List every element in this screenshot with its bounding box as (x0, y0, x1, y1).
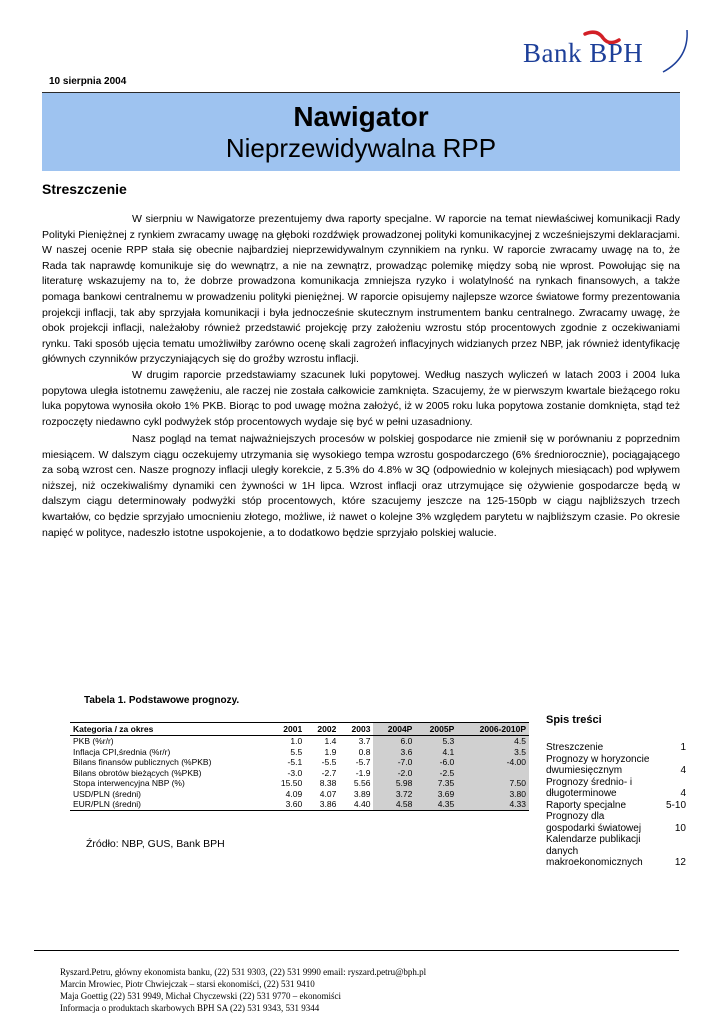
cell: 4.07 (319, 788, 337, 799)
footer-contacts (60, 966, 426, 1014)
toc-item[interactable] (546, 834, 686, 869)
table-row (70, 778, 529, 789)
toc-item[interactable] (546, 800, 686, 812)
cell: -6.0 (415, 757, 457, 768)
cell: 1.0 (290, 736, 303, 747)
cell: 4.09 (285, 788, 303, 799)
cell (457, 768, 529, 779)
summary-paragraph-2: W drugim raporcie przedstawiamy szacunek luki popytowej. Według naszych wyliczeń w latach 2003 i 2004 luka popytowa uległa istotnemu zawężeniu, ale raczej nie została całkowicie zamknięta. Szacujemy, że w pierwszym kwartale bieżącego roku luka popytowa wynosiła około 1% PKB. Biorąc to pod uwagę można założyć, iż w 2005 roku luka popytowa zostanie domknięta, stąd też rozpoczęty niedawno cykl podwyżek stóp procentowych wydaje się być w pełni uzasadniony. (42, 368, 680, 428)
table-row (70, 747, 529, 758)
toc-item-page: 1 (680, 742, 686, 753)
toc-item-page: 12 (674, 857, 686, 868)
table-row (70, 799, 529, 810)
row-label: Bilans finansów publicznych (%PKB) (73, 757, 212, 768)
row-label: Inflacja CPI,średnia (%r/r) (73, 746, 171, 757)
cell: 4.1 (415, 747, 457, 758)
cell: 4.35 (415, 799, 457, 810)
row-label: Bilans obrotów bieżących (%PKB) (73, 767, 202, 778)
footer-line: Informacja o produktach skarbowych BPH SA (22) 531 9343, 531 9344 (60, 1003, 320, 1013)
summary-block-1 (42, 212, 680, 430)
table-of-contents (546, 742, 686, 869)
toc-item-label: Prognozy w horyzoncie dwumiesięcznym (546, 753, 650, 776)
footer-divider (34, 950, 679, 951)
publication-date: 10 sierpnia 2004 (49, 76, 127, 87)
cell: -5.5 (321, 757, 337, 768)
table-header-category: Kategoria / za okres (70, 723, 268, 736)
table-source: Źródło: NBP, GUS, Bank BPH (86, 838, 225, 850)
cell: 3.89 (353, 788, 371, 799)
summary-heading: Streszczenie (42, 181, 127, 197)
table-row (70, 789, 529, 800)
cell: 0.8 (358, 746, 371, 757)
toc-item-label: Prognozy średnio- i długoterminowe (546, 776, 633, 799)
cell: -5.7 (355, 757, 371, 768)
footer-line: Marcin Mrowiec, Piotr Chwiejczak – starsi ekonomiści, (22) 531 9410 (60, 979, 315, 989)
cell: -2.7 (321, 767, 337, 778)
cell: -1.9 (355, 767, 371, 778)
cell: 5.5 (290, 746, 303, 757)
cell: 1.4 (324, 736, 337, 747)
footer-line: Maja Goettig (22) 531 9949, Michał Chyczewski (22) 531 9770 – ekonomiści (60, 991, 341, 1001)
table-header-2006-2010p: 2006-2010P (457, 723, 529, 736)
cell: 3.69 (415, 789, 457, 800)
row-label: Stopa interwencyjna NBP (%) (73, 778, 185, 789)
toc-item[interactable] (546, 754, 686, 777)
summary-block-2 (42, 432, 680, 541)
toc-item-page: 4 (680, 788, 686, 799)
table-row (70, 736, 529, 747)
cell: 5.56 (353, 778, 371, 789)
cell: 5.3 (415, 736, 457, 747)
cell: 3.6 (373, 747, 415, 758)
summary-paragraph-3: Nasz pogląd na temat najważniejszych procesów w polskiej gospodarce nie zmienił się w porównaniu z poprzednim miesiącem. W dalszym ciągu oczekujemy utrzymania się wysokiego tempa wzrostu gospodarczego (6% średniorocznie), pociągającego za sobą wzrost cen. Nasze prognozy inflacji uległy korekcie, z 5.3% do 4.8% w 3Q (odpowiednio w kolejnych miesiącach) pod wpływem niższej, niż oczekiwaliśmy dynamiki cen żywności w 1H lipca. Wzrost inflacji oraz utrzymujące się ożywienie gospodarcze będą w dalszym ciągu determinowały podwyżki stóp procentowych, które szacujemy jeszcze na 125-150pb w ciągu najbliższych trzech kwartałów, co będzie sprzyjało umocnieniu złotego, możliwe, iż nawet o kolejne 3% względem parytetu w najbliższym czasie. Po okresie napięć w polityce, nadeszło istotne uspokojenie, a to dodatkowo będzie sprzyjało polskiej walucie. (42, 433, 680, 539)
toc-item-label: Raporty specjalne (546, 799, 627, 811)
table-header-row (70, 723, 529, 736)
toc-item-page: 4 (680, 765, 686, 776)
cell: -2.5 (415, 768, 457, 779)
forecast-table (70, 722, 529, 811)
cell: 8.38 (319, 778, 337, 789)
toc-item-label: Prognozy dla gospodarki światowej (546, 811, 642, 834)
table-header-2001: 2001 (268, 723, 305, 736)
table-header-2004p: 2004P (373, 723, 415, 736)
cell: -7.0 (373, 757, 415, 768)
table-header-2003: 2003 (339, 723, 373, 736)
title-banner (42, 92, 680, 171)
cell: 6.0 (373, 736, 415, 747)
page-title: Nawigator (293, 101, 429, 132)
cell: 5.98 (373, 778, 415, 789)
cell: 3.86 (305, 799, 339, 810)
cell: 7.35 (415, 778, 457, 789)
cell: -4.00 (457, 757, 529, 768)
row-label: PKB (%r/r) (73, 736, 114, 747)
logo-text: Bank BPH (523, 38, 644, 68)
cell: -2.0 (373, 768, 415, 779)
cell: 3.7 (358, 736, 371, 747)
cell: 4.5 (457, 736, 529, 747)
bank-bph-logo (523, 28, 693, 80)
cell: 3.60 (268, 799, 305, 810)
table-row (70, 757, 529, 768)
cell: 7.50 (457, 778, 529, 789)
cell: 15.50 (280, 778, 303, 789)
toc-item-label: Streszczenie (546, 742, 604, 753)
cell: 3.72 (373, 789, 415, 800)
cell: 3.5 (457, 747, 529, 758)
summary-paragraph-1: W sierpniu w Nawigatorze prezentujemy dwa raporty specjalne. W raporcie na temat niewłaściwej komunikacji Rady Polityki Pieniężnej z rynkiem zwracamy uwagę na głęboki rozdźwięk prowadzonej polityki komunikacyjnej z wcześniejszymi deklaracjami. W naszej ocenie RPP stała się obecnie najbardziej nieprzewidywalnym czynnikiem na rynku. W raporcie zwracamy uwagę na to, że Rada tak naprawdę komunikuje się do wewnątrz, a nie na zewnątrz, prowadząc polemikę między sobą nie wprost. Powołując się na literaturę wskazujemy na to, że dobrze prowadzona komunikacja zmniejsza ryzyko i wolatylność na rynkach finansowych, a także pomaga bankowi centralnemu w prowadzeniu polityki pieniężnej. W raporcie opisujemy najlepsze wzorce światowe formy prezentowania projekcji inflacji, tak aby sprzyjała komunikacji i była jednocześnie skutecznym instrumentem banku centralnego. Zwracamy uwagę, że obok projekcji inflacji, należałoby również przedstawić projekcję przy założeniu wzrostu stóp procentowych zgodnie z oczekiwaniami rynku. Taki sposób ujęcia tematu umożliwiłby zarówno ocenę skali zagrożeń inflacyjnych widzianych przez NBP, jak również identyfikację głównych czynników przyczyniających się do groźby wzrostu inflacji. (42, 213, 680, 366)
cell: 1.9 (324, 746, 337, 757)
toc-item-page: 10 (674, 822, 686, 834)
toc-heading: Spis treści (546, 714, 602, 726)
cell: 4.40 (339, 799, 373, 810)
toc-item[interactable] (546, 777, 686, 800)
toc-item-label: Kalendarze publikacji danych makroekonomicznych (546, 834, 643, 868)
table-caption: Tabela 1. Podstawowe prognozy. (84, 695, 240, 706)
cell: -3.0 (287, 767, 303, 778)
toc-item[interactable] (546, 811, 686, 834)
table-row (70, 768, 529, 779)
toc-item-page: 5-10 (665, 799, 686, 811)
cell: 4.58 (373, 799, 415, 810)
toc-item[interactable] (546, 742, 686, 754)
footer-line: Ryszard.Petru, główny ekonomista banku, (22) 531 9303, (22) 531 9990 email: ryszard.petru@bph.pl (60, 967, 427, 977)
row-label: USD/PLN (średni) (73, 788, 142, 799)
table-header-2002: 2002 (305, 723, 339, 736)
cell: 3.80 (457, 789, 529, 800)
row-label: EUR/PLN (średni) (70, 799, 268, 810)
page-subtitle: Nieprzewidywalna RPP (225, 133, 497, 163)
cell: -5.1 (287, 757, 303, 768)
cell: 4.33 (457, 799, 529, 810)
table-header-2005p: 2005P (415, 723, 457, 736)
